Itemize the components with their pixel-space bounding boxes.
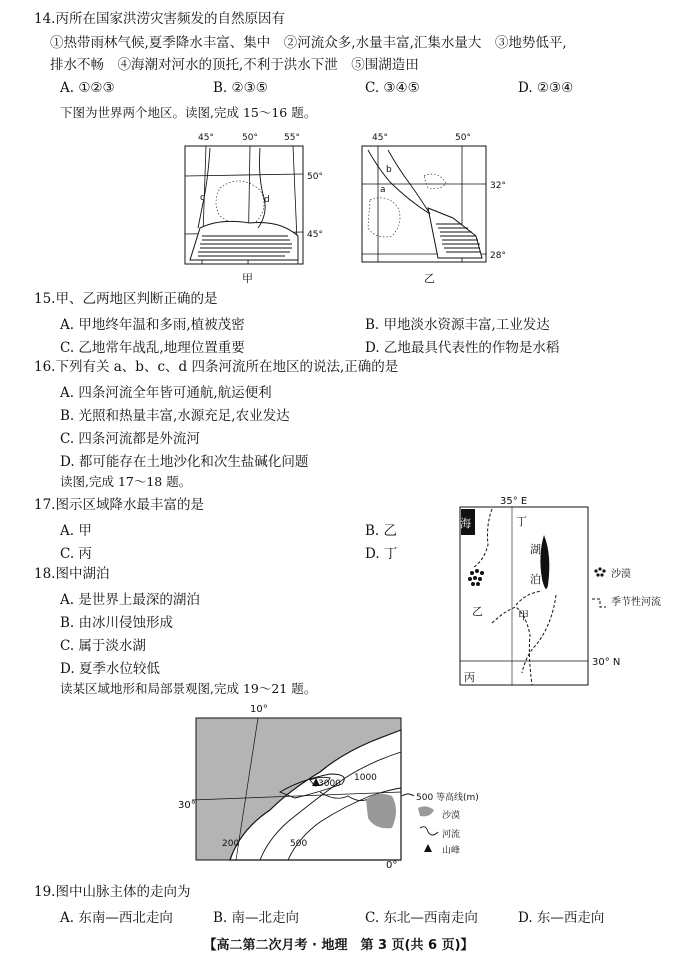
jia-lat-50: 50°: [307, 172, 323, 182]
jia-river-d: d: [264, 195, 270, 205]
yi-caption: 乙: [424, 272, 435, 285]
map-terrain: [170, 700, 510, 870]
terrain-lon-top: 10°: [250, 704, 268, 715]
q18-option-c: C. 属于淡水湖: [60, 638, 146, 654]
lake-top-label: 35° E: [500, 496, 528, 507]
q17-option-d: D. 丁: [365, 546, 398, 562]
q19-option-b: B. 南—北走向: [213, 910, 300, 926]
lake-legend-river: 季节性河流: [611, 597, 661, 608]
q15-stem: 15.甲、乙两地区判断正确的是: [34, 291, 218, 307]
yi-river-b: b: [386, 165, 392, 175]
q14-line2: 排水不畅 ④海潮对河水的顶托,不利于洪水下泄 ⑤围湖造田: [50, 57, 419, 73]
jia-river-c: c: [200, 193, 205, 203]
intro-19-21: 读某区域地形和局部景观图,完成 19～21 题。: [60, 681, 317, 696]
q18-option-a: A. 是世界上最深的湖泊: [60, 592, 200, 608]
lake-char-hu: 湖: [530, 543, 541, 556]
q15-option-c: C. 乙地常年战乱,地理位置重要: [60, 340, 245, 356]
intro-15-16: 下图为世界两个地区。读图,完成 15～16 题。: [60, 105, 317, 120]
lake-jia: 甲: [518, 609, 529, 622]
contour-500: 500: [290, 839, 308, 849]
q14-option-b: B. ②③⑤: [213, 80, 268, 96]
terrain-lon-bottom: 0°: [386, 860, 398, 871]
q19-option-c: C. 东北—西南走向: [365, 910, 478, 926]
q16-option-d: D. 都可能存在土地沙化和次生盐碱化问题: [60, 454, 309, 470]
map-lake: [456, 495, 671, 695]
q16-stem: 16.下列有关 a、b、c、d 四条河流所在地区的说法,正确的是: [34, 359, 399, 375]
jia-lat-45: 45°: [307, 230, 323, 240]
q14-option-a: A. ①②③: [60, 80, 115, 96]
q17-option-a: A. 甲: [60, 523, 92, 539]
page-footer: 【高二第二次月考 · 地理 第 3 页(共 6 页)】: [203, 938, 474, 953]
yi-lon-45: 45°: [372, 133, 388, 143]
lake-char-po: 泊: [530, 573, 541, 586]
q15-option-b: B. 甲地淡水资源丰富,工业发达: [365, 317, 550, 333]
q14-option-d: D. ②③④: [518, 80, 574, 96]
lake-legend-desert: 沙漠: [611, 569, 631, 580]
q15-option-a: A. 甲地终年温和多雨,植被茂密: [60, 317, 245, 333]
terrain-lat: 30°: [178, 800, 196, 811]
q14-option-c: C. ③④⑤: [365, 80, 420, 96]
jia-caption: 甲: [242, 272, 253, 285]
q16-option-c: C. 四条河流都是外流河: [60, 431, 200, 447]
jia-lon-45: 45°: [198, 133, 214, 143]
lake-ding: 丁: [516, 515, 527, 528]
q17-stem: 17.图示区域降水最丰富的是: [34, 497, 204, 513]
contour-200: 200: [222, 839, 240, 849]
q18-option-b: B. 由冰川侵蚀形成: [60, 615, 174, 631]
yi-lat-28: 28°: [490, 251, 506, 261]
legend-contour-value: 500: [416, 793, 434, 803]
q17-option-c: C. 丙: [60, 546, 92, 562]
q14-line1: ①热带雨林气候,夏季降水丰富、集中 ②河流众多,水量丰富,汇集水量大 ③地势低平,: [50, 35, 567, 51]
q18-stem: 18.图中湖泊: [34, 566, 110, 582]
q19-option-d: D. 东—西走向: [518, 910, 605, 926]
legend-peak: 山峰: [442, 846, 461, 856]
contour-1000: 1000: [354, 773, 377, 783]
q18-option-d: D. 夏季水位较低: [60, 661, 160, 677]
intro-17-18: 读图,完成 17～18 题。: [60, 474, 192, 489]
map-yi: [358, 128, 518, 288]
lake-sea: 海: [460, 517, 471, 530]
lake-yi: 乙: [472, 605, 483, 618]
contour-3000: 3000: [318, 779, 341, 789]
yi-lon-50: 50°: [455, 133, 471, 143]
yi-river-a: a: [380, 185, 386, 195]
legend-contour: 等高线(m): [436, 793, 479, 803]
q15-option-d: D. 乙地最具代表性的作物是水稻: [365, 340, 560, 356]
jia-lon-55: 55°: [284, 133, 300, 143]
legend-river: 河流: [442, 830, 461, 840]
q19-option-a: A. 东南—西北走向: [60, 910, 173, 926]
q19-stem: 19.图中山脉主体的走向为: [34, 884, 191, 900]
lake-bing: 丙: [464, 671, 475, 684]
jia-lon-50: 50°: [242, 133, 258, 143]
lake-lat-label: 30° N: [592, 657, 621, 668]
q16-option-a: A. 四条河流全年皆可通航,航运便利: [60, 385, 272, 401]
q14-stem: 14.丙所在国家洪涝灾害频发的自然原因有: [34, 11, 285, 27]
q17-option-b: B. 乙: [365, 523, 398, 539]
q16-option-b: B. 光照和热量丰富,水源充足,农业发达: [60, 408, 290, 424]
map-jia: [180, 128, 340, 288]
legend-desert: 沙漠: [442, 811, 461, 821]
yi-lat-32: 32°: [490, 181, 506, 191]
